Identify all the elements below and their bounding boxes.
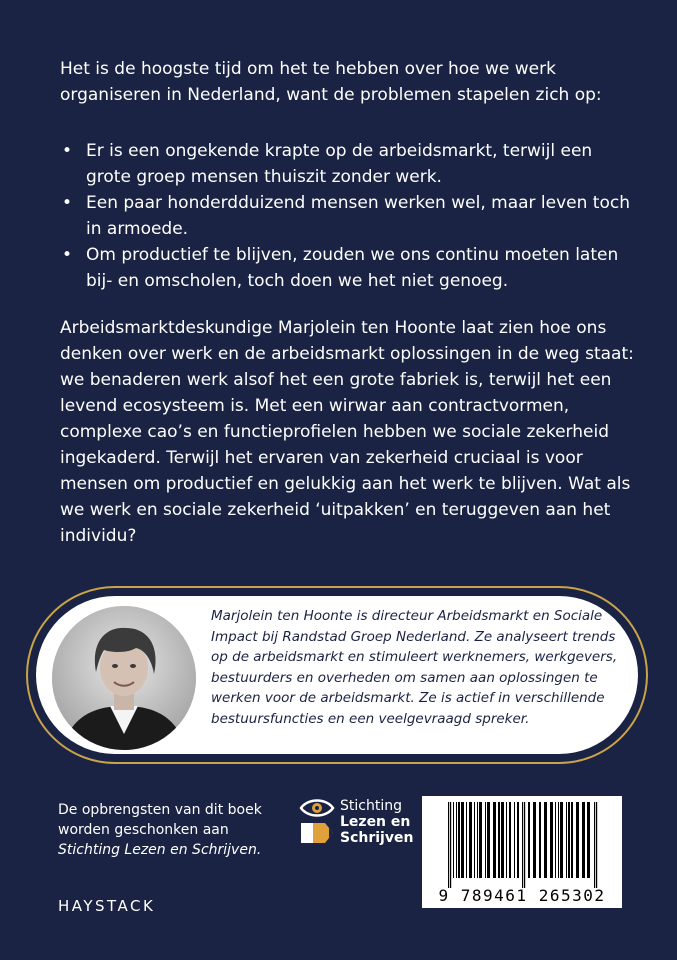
logo-line-1: Stichting (340, 798, 402, 814)
author-portrait (52, 606, 196, 750)
barcode-bar (571, 802, 573, 878)
publisher-logo: HAYSTACK (58, 897, 156, 915)
barcode-bar (533, 802, 536, 878)
barcode-guard-bar (524, 802, 525, 888)
barcode-bar (487, 802, 490, 878)
barcode-bar (550, 802, 553, 878)
problem-text: Er is een ongekende krapte op de arbeidsmarkt, terwijl een grote groep mensen thuiszit zonder werk. (86, 141, 593, 187)
barcode-bar (514, 802, 515, 878)
problem-item (60, 190, 640, 242)
barcode-bar (479, 802, 482, 878)
barcode-bar (587, 802, 590, 878)
barcode-bar (458, 802, 460, 878)
problem-text: Een paar honderdduizend mensen werken wel, maar leven toch in armoede. (86, 193, 630, 239)
isbn-number: 9 789461 265302 (438, 886, 606, 905)
author-bio-panel (36, 596, 638, 754)
problem-list (60, 138, 640, 294)
bullet-icon: • (62, 141, 73, 161)
donation-org: Stichting Lezen en Schrijven. (58, 842, 262, 858)
barcode-bar (485, 802, 486, 878)
author-bio-text: Marjolein ten Hoonte is directeur Arbeidsmarkt en Sociale Impact bij Randstad Groep Nederland. Ze analyseert trends op de arbeidsmarkt en stimuleert werknemers, werkgevers, bestuurders en overheden om samen aan oplossingen te werken voor de arbeidsmarkt. Ze is actief in verschillende bestuursfuncties en een veelgevraagd spreker. (211, 608, 618, 727)
barcode-bar (582, 802, 585, 878)
logo-line-3: Schrijven (340, 830, 414, 846)
barcode-guard-bar (596, 802, 597, 888)
barcode-bar (555, 802, 556, 878)
problem-item (60, 138, 640, 190)
stichting-logo (298, 796, 418, 848)
barcode-bar (453, 802, 454, 878)
barcode-guard-bar (450, 802, 451, 888)
barcode-bar (506, 802, 507, 878)
barcode-guard-bar (594, 802, 595, 888)
barcode-bar (517, 802, 519, 878)
barcode-bar (528, 802, 530, 878)
author-portrait-image (52, 606, 196, 750)
barcode-bar (539, 802, 541, 878)
barcode-bar (566, 802, 567, 878)
problem-item (60, 242, 640, 294)
barcode-bar (558, 802, 559, 878)
author-bio-card (26, 586, 648, 764)
donation-line: De opbrengsten van dit boek worden geschonken aan (58, 802, 262, 838)
intro-paragraph: Het is de hoogste tijd om het te hebben over hoe we werk organiseren in Nederland, want de problemen stapelen zich op: (60, 59, 602, 105)
barcode-bar (576, 802, 579, 878)
stichting-logo-text (340, 798, 413, 846)
barcode-bar (568, 802, 570, 878)
problem-text: Om productief te blijven, zouden we ons continu moeten laten bij- en omscholen, toch doen we het niet genoeg. (86, 245, 619, 291)
barcode-bar (509, 802, 511, 878)
barcode-bar (501, 802, 504, 878)
barcode-bar (560, 802, 563, 878)
barcode-bars (422, 802, 622, 888)
barcode-guard-bar (448, 802, 449, 888)
eye-pencil-icon (298, 796, 336, 848)
barcode-bar (456, 802, 457, 878)
barcode-bar (474, 802, 475, 878)
isbn-barcode (422, 796, 622, 908)
logo-line-2: Lezen en (340, 814, 411, 830)
barcode-bar (493, 802, 496, 878)
barcode-guard-bar (522, 802, 523, 888)
description-paragraph: Arbeidsmarktdeskundige Marjolein ten Hoonte laat zien hoe ons denken over werk en de arbeidsmarkt oplossingen in de weg staat: we benaderen werk alsof het een grote fabriek is, terwijl het een levend ecosysteem is. Met een wirwar aan contractvormen, complexe cao’s en functieprofielen hebben we sociale zekerheid ingekaderd. Terwijl het ervaren van zekerheid cruciaal is voor mensen om productief en gelukkig aan het werk te blijven. Wat als we werk en sociale zekerheid ‘uitpakken’ en teruggeven aan het individu? (60, 318, 634, 546)
barcode-bar (477, 802, 478, 878)
barcode-bar (544, 802, 547, 878)
bullet-icon: • (62, 245, 73, 265)
barcode-bar (461, 802, 464, 878)
donation-note (58, 800, 298, 860)
bullet-icon: • (62, 193, 73, 213)
barcode-bar (469, 802, 472, 878)
barcode-bar (466, 802, 467, 878)
barcode-bar (498, 802, 500, 878)
